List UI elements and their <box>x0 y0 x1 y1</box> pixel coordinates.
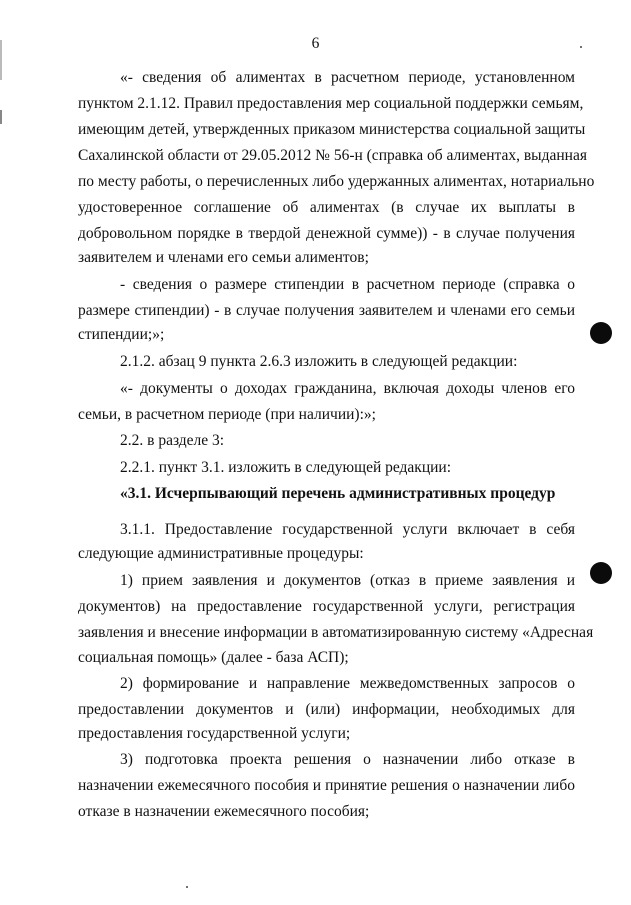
text-line: назначении ежемесячного пособия и принятие решения о назначении либо <box>78 777 575 794</box>
text-line: добровольном порядке в твердой денежной сумме)) - в случае получения <box>78 225 575 242</box>
page-number: 6 <box>311 35 320 52</box>
text-line: социальная помощь» (далее - база АСП); <box>78 649 349 666</box>
text-line: отказе в назначении ежемесячного пособия; <box>78 803 370 820</box>
text-line: документов) на предоставление государственной услуги, регистрация <box>78 598 575 615</box>
text-line: предоставлении документов и (или) информации, необходимых для <box>78 701 575 718</box>
text-line: 3.1.1. Предоставление государственной услуги включает в себя <box>120 521 575 538</box>
text-line: размере стипендии) - в случае получения заявителем и членами его семьи <box>78 302 575 319</box>
text-line: заявления и внесение информации в автоматизированную систему «Адресная <box>78 624 594 641</box>
text-line: по месту работы, о перечисленных либо удержанных алиментах, нотариально <box>78 173 595 190</box>
text-line: следующие административные процедуры: <box>78 545 364 562</box>
text-line: «- сведения об алиментах в расчетном периоде, установленном <box>120 69 575 86</box>
punch-hole <box>590 562 612 584</box>
text-line: «- документы о доходах гражданина, включая доходы членов его <box>120 380 575 397</box>
scan-speck <box>580 46 582 48</box>
text-line: 3) подготовка проекта решения о назначении либо отказе в <box>120 751 575 768</box>
scan-edge-mark <box>0 110 2 124</box>
text-line: заявителем и членами его семьи алиментов; <box>78 249 369 266</box>
section-heading: «3.1. Исчерпывающий перечень административных процедур <box>120 485 556 502</box>
text-line: пунктом 2.1.12. Правил предоставления мер социальной поддержки семьям, <box>78 95 584 112</box>
text-line: 2.2.1. пункт 3.1. изложить в следующей редакции: <box>120 459 452 476</box>
text-line: 2.2. в разделе 3: <box>120 432 225 449</box>
scan-speck <box>186 886 188 888</box>
punch-hole <box>590 322 612 344</box>
text-line: стипендии;»; <box>78 326 165 343</box>
text-line: 2) формирование и направление межведомственных запросов о <box>120 675 575 692</box>
text-line: Сахалинской области от 29.05.2012 № 56-н (справка об алиментах, выданная <box>78 147 587 164</box>
text-line: семьи, в расчетном периоде (при наличии):»; <box>78 406 376 423</box>
text-line: имеющим детей, утвержденных приказом министерства социальной защиты <box>78 121 586 138</box>
text-line: предоставления государственной услуги; <box>78 725 351 742</box>
text-line: - сведения о размере стипендии в расчетном периоде (справка о <box>120 276 575 293</box>
text-line: удостоверенное соглашение об алиментах (в случае их выплаты в <box>78 199 575 216</box>
text-line: 1) прием заявления и документов (отказ в приеме заявления и <box>120 572 575 589</box>
scan-edge-mark <box>0 40 2 80</box>
text-line: 2.1.2. абзац 9 пункта 2.6.3 изложить в следующей редакции: <box>120 353 518 370</box>
